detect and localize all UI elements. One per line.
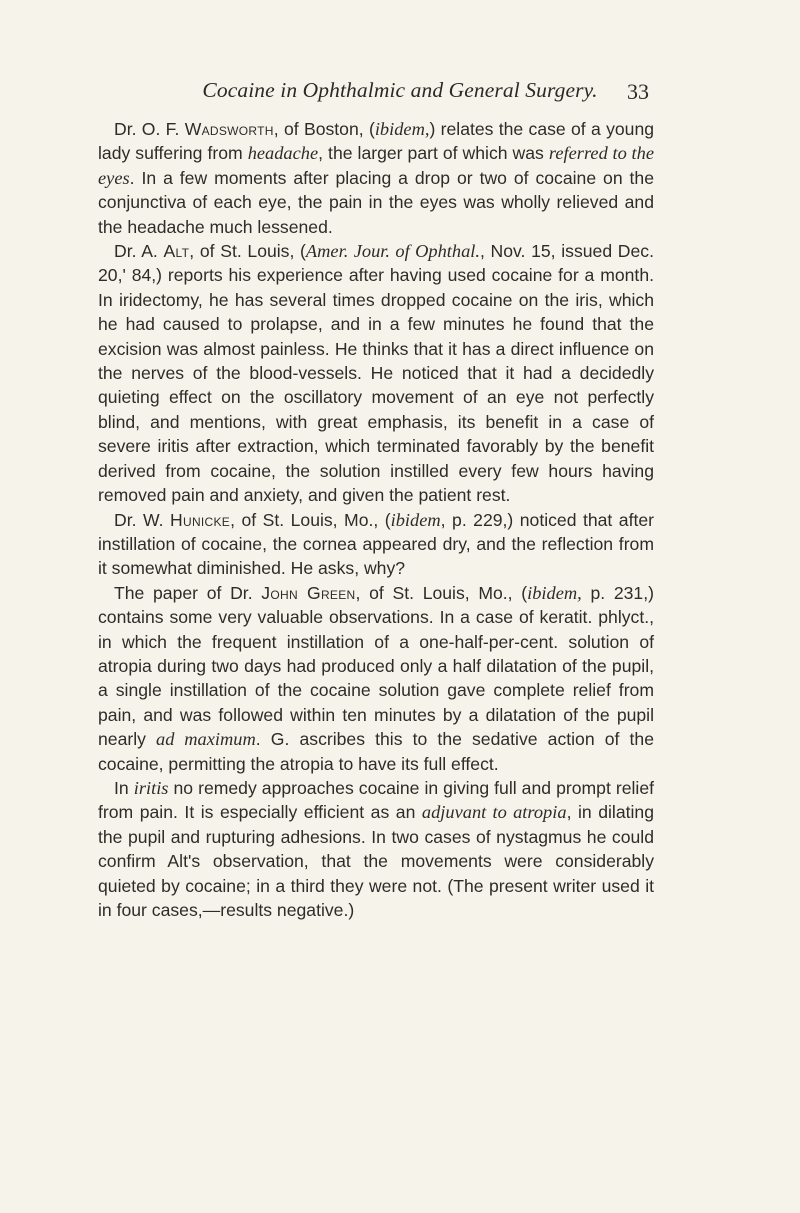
page-header [0,78,800,108]
running-title: Cocaine in Ophthalmic and General Surgery. [202,78,598,102]
emphasis: adjuvant to atropia [421,802,567,823]
citation: ibidem, [527,582,582,603]
paragraph-hunicke: Dr. W. Hunicke, of St. Louis, Mo., (ibidem, p. 229,) noticed that after instillation of cocaine, the cornea appeared dry, and the reflection from it somewhat diminished. He asks, why? [98,509,655,579]
emphasis: ad maximum [156,729,256,750]
page-number: 33 [627,79,649,104]
citation: ibidem [390,509,441,530]
emphasis: iritis [133,777,169,798]
citation: ibidem, [374,119,430,139]
paragraph-alt: Dr. A. Alt, of St. Louis, (Amer. Jour. of Ophthal., Nov. 15, issued Dec. 20,' 84,) reports his experience after having used cocaine for a month. In iridectomy, he has several times dropped cocaine on the iris, which he had caused to prolapse, and in a few minutes he found that the excision was almost painless. He thinks that it has a direct influence on the nerves of the blood-vessels. He noticed that it had a decidedly quieting effect on the oscillatory movement of an eye not perfectly blind, and mentions, with great emphasis, its benefit in a case of severe iritis after extraction, which terminated favorably by the benefit derived from cocaine, the solution instilled every few hours having removed pain and anxiety, and given the patient rest. [98,241,654,506]
paragraph-wadsworth: Dr. O. F. Wadsworth, of Boston, (ibidem,) relates the case of a young lady suffering from headache, the larger part of which was referred to the eyes. In a few moments after placing a drop or two of cocaine on the conjunctiva of each eye, the pain in the eyes was wholly relieved and the headache much lessened. [98,119,655,237]
author-name: John Green [261,582,356,603]
author-name: Hunicke [169,509,231,530]
paragraph-green: The paper of Dr. John Green, of St. Louis, Mo., (ibidem, p. 231,) contains some very valuable observations. In a case of keratit. phlyct., in which the frequent instillation of a one-half-per-cent. solution of atropia during two days had produced only a half dilatation of the pupil, a single instillation of the cocaine solution gave complete relief from pain, and was followed within ten minutes by a dilatation of the pupil nearly ad maximum. G. ascribes this to the sedative action of the cocaine, permitting the atropia to have its full effect. [98,582,654,774]
author-name: Wadsworth [184,119,274,139]
author-name: Alt [163,241,190,262]
emphasis: referred to the eyes [98,143,654,188]
paragraph-iritis: In iritis no remedy approaches cocaine in giving full and prompt relief from pain. It is especially efficient as an adjuvant to atropia, in dilating the pupil and rupturing adhesions. In two cases of nystagmus he could confirm Alt's observation, that the movements were considerably quieted by cocaine; in a third they were not. (The present writer used it in four cases,—results negative.) [98,777,654,920]
emphasis: headache [247,143,319,164]
body-text [98,117,654,922]
citation: Amer. Jour. of Ophthal. [305,241,480,262]
